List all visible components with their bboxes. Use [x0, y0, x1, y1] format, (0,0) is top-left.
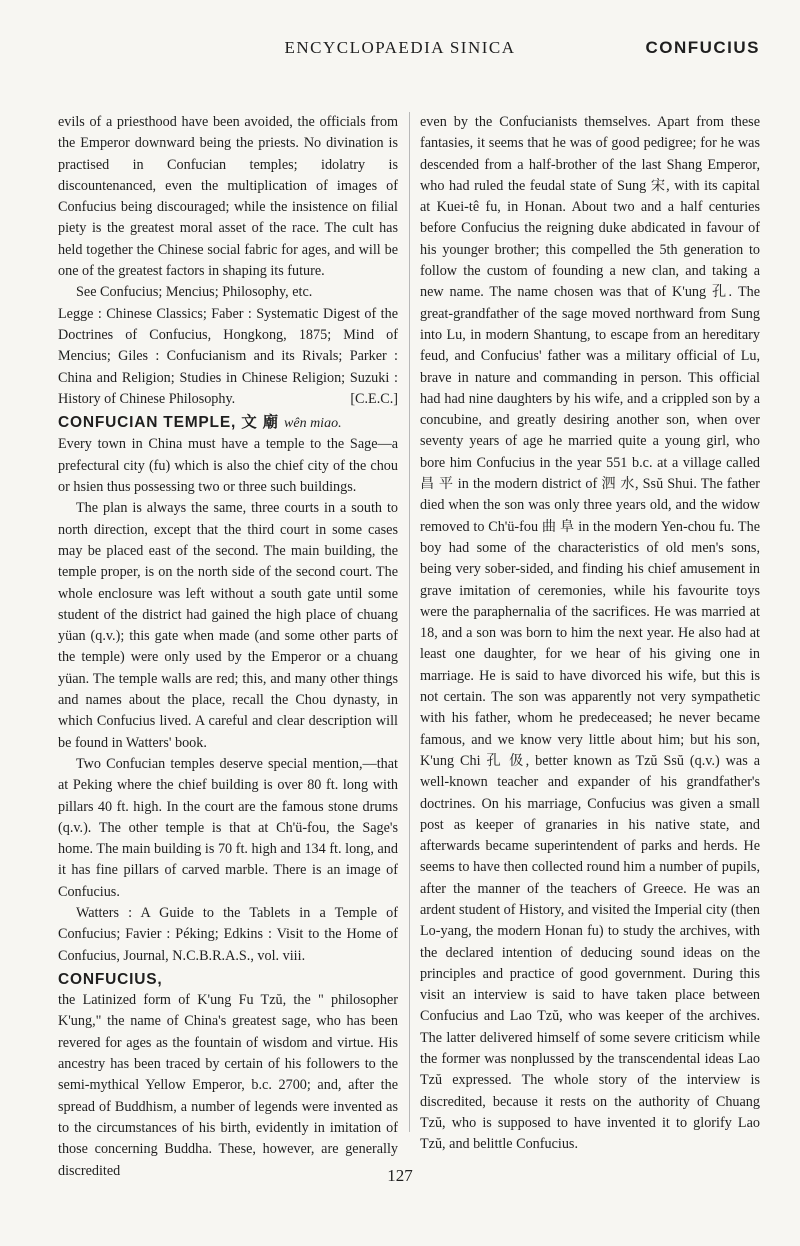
bibliography-text: Legge : Chinese Classics; Faber : Systematic Digest of the Doctrines of Confucius, Hongkong, 1875; Mind of Mencius; Giles : Confucianism and its Rivals; Parker : China and Religion; Studies in Chinese Religion; Suzuki : History of Chinese Philosophy. — [58, 305, 398, 407]
header-section: CONFUCIUS — [645, 38, 760, 57]
temple-heading-roman: wên miao. — [284, 416, 342, 432]
confucius-heading: CONFUCIUS, — [58, 970, 163, 988]
header-title: ENCYCLOPAEDIA SINICA — [284, 38, 516, 57]
left-p2: See Confucius; Mencius; Philosophy, etc. — [76, 284, 313, 301]
column-divider — [409, 112, 410, 1132]
page-number: 127 — [387, 1166, 413, 1185]
temple-heading-chinese: 文 廟 — [241, 414, 279, 432]
confucius-p1: the Latinized form of K'ung Fu Tzŭ, the " philosopher K'ung," the name of China's greatest sage, who has been revered for ages as the fountain of wisdom and virtue. His ancestry has been traced by certain of his followers to the semi-mythical Yellow Emperor, b.c. 2700; and, after the spread of Buddhism, a number of legends were invented as to the circumstances of his birth, evidently in imitation of those concerning Buddha. These, however, are generally discredited — [58, 992, 398, 1179]
temple-p3: Two Confucian temples deserve special mention,—that at Peking where the chief building is over 80 ft. long with pillars 40 ft. high. In the court are the famous stone drums (q.v.). The other temple is that at Ch'ü-fou, the Sage's home. The main building is 70 ft. high and 134 ft. long, and it has fine pillars of carved marble. There is an image of Confucius. — [58, 755, 398, 900]
temple-heading-text: CONFUCIAN TEMPLE, — [58, 414, 237, 432]
left-p1: evils of a priesthood have been avoided, the officials from the Emperor downward being the priests. No divination is practised in Confucian temples; idolatry is discountenanced, even the multiplication of images of Confucius being discouraged; while the insistence on filial piety is the greatest moral asset of the race. The cult has held together the Chinese social fabric for ages, and will be one of the greatest factors in shaping its future. — [58, 114, 398, 280]
temple-refs: Watters : A Guide to the Tablets in a Temple of Confucius; Favier : Péking; Edkins : Visit to the Home of Confucius, Journal, N.C.B.R.A.S., vol. viii. — [58, 904, 398, 964]
temple-p1: Every town in China must have a temple to the Sage—a prefectural city (fu) which is also the chief city of the chou or hsien thus possessing two or three such buildings. — [58, 436, 398, 496]
author-signature: [C.E.C.] — [350, 390, 398, 407]
temple-p2: The plan is always the same, three courts in a south to north direction, except that the third court in some cases may be placed east of the second. The main building, the temple proper, is on the north side of the second court. The whole enclosure was left without a south gate until some student of the district had gained the high place of chuang yüan (q.v.); this gate when made (and some other parts of the temple) were only used by the Emperor or a chuang yüan. The temple walls are red; this, and many other things and names about the place, recall the Chou dynasty, in which Confucius lived. A careful and clear description will be found in Watters' book. — [58, 500, 398, 751]
left-column — [58, 112, 398, 1182]
bibliography — [58, 304, 398, 410]
right-p1: even by the Confucianists themselves. Apart from these fantasies, it seems that he was of good pedigree; for he was descended from a half-brother of the last Shang Emperor, who had ruled the feudal state of Sung 宋, with its capital at Kuei-tê fu, in Honan. About two and a half centuries before Confucius the reigning duke abdicated in favour of his younger brother; this compelled the 5th generation to follow the custom of founding a new clan, and taking a new name. The name chosen was that of K'ung 孔. The great-grandfather of the sage moved northward from Sung into Lu, in modern Shantung, to escape from an hereditary feud, and Confucius' father was a military official of Lu, brave in nature and commanding in person. This official had had nine daughters by his wife, and a crippled son by a concubine, and greatly desiring another son, when over seventy years of age he married quite a young girl, who bore him Confucius in the year 551 b.c. at a village called 昌 平 in the modern district of 泗 水, Ssŭ Shui. The father died when the son was only three years old, and the widow removed to Ch'ü-fou 曲 阜 in the modern Yen-chou fu. The boy had some of the characteristics of old men's sons, being very sober-sided, and finding his chief amusement in grave imitation of ceremonies, while his favourite toys were the paraphernalia of the sacrifices. He was married at 18, and a son was born to him the next year. He also had at least one daughter, for we hear of his giving one in marriage. He is said to have divorced his wife, but this is not certain. The son was apparently not very sympathetic with his father, whom he predeceased; he never became famous, and we know very little about him; but his son, K'ung Chi 孔 伋, better known as Tzŭ Ssŭ (q.v.) was a well-known teacher and expander of his grandfather's doctrines. On his marriage, Confucius was given a small post as keeper of granaries in his native state, and afterwards became superintendent of parks and herds. He seems to have then collected round him a number of pupils, after the manner of the teachers of Greece. He was an ardent student of History, and visited the Imperial city (then Lo-yang, the modern Honan fu) to study the archives, with the declared intention of deducing sound ideas on the principles and practice of good government. During this visit an interview is said to have taken place between Confucius and Lao Tzŭ, who was keeper of the archives. The latter delivered himself of some severe criticism while the former was nonplussed by the transcendental ideas Lao Tzŭ expressed. The whole story of the interview is discredited, because it rests on the authority of Chuang Tzŭ, who is supposed to have invented it to glorify Lao Tzŭ, and belittle Confucius. — [420, 114, 760, 1153]
running-header — [0, 38, 800, 68]
right-column — [420, 112, 760, 1156]
temple-heading — [58, 412, 398, 434]
